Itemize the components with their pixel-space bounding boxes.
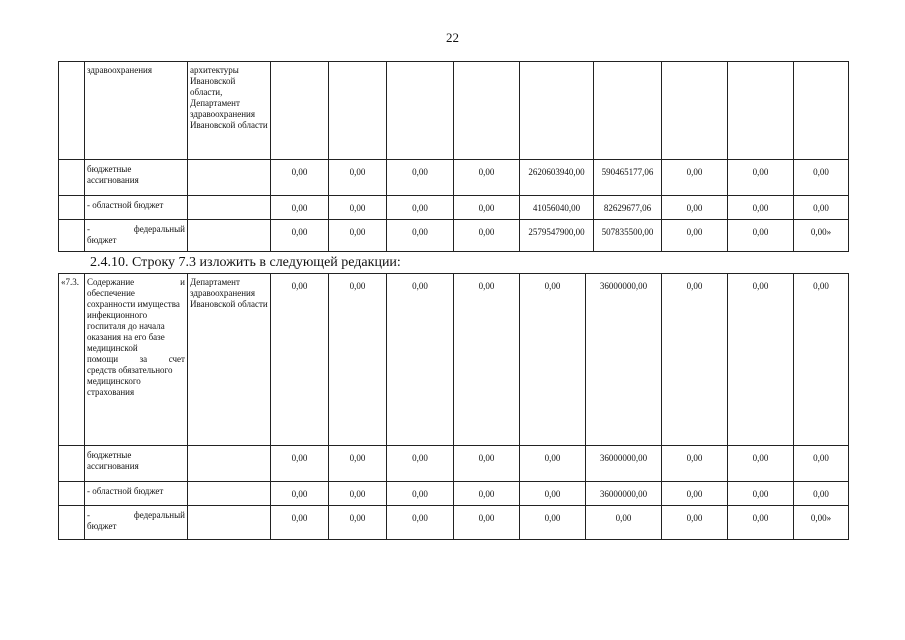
value-cell: 36000000,00 — [586, 482, 662, 506]
row-label: бюджетные ассигнования — [85, 160, 188, 196]
value-cell: 0,00 — [387, 506, 454, 540]
value-cell: 0,00 — [794, 482, 849, 506]
value-cell: 2620603940,00 — [520, 160, 594, 196]
row-label: - областной бюджет — [85, 482, 188, 506]
value-cell: 0,00 — [454, 446, 520, 482]
table-row — [59, 446, 849, 482]
value-cell: 0,00 — [728, 196, 794, 220]
value-cell: 0,00 — [454, 160, 520, 196]
value-cell: 0,00 — [329, 274, 387, 446]
row-label: - федеральный бюджет — [85, 220, 188, 252]
value-cell: 0,00 — [454, 506, 520, 540]
page-number: 22 — [446, 30, 459, 45]
value-cell: 0,00 — [387, 482, 454, 506]
budget-table-continuation — [58, 61, 849, 252]
value-cell: 0,00 — [454, 220, 520, 252]
value-cell: 36000000,00 — [586, 446, 662, 482]
value-cell: 0,00 — [271, 446, 329, 482]
value-cell: 507835500,00 — [594, 220, 662, 252]
table-row — [59, 220, 849, 252]
value-cell: 0,00 — [662, 506, 728, 540]
table-row — [59, 62, 849, 160]
value-cell: 0,00 — [271, 482, 329, 506]
value-cell: 0,00 — [271, 274, 329, 446]
value-cell: 0,00 — [662, 446, 728, 482]
table-row — [59, 506, 849, 540]
value-cell: 0,00 — [520, 446, 586, 482]
value-cell: 0,00 — [662, 160, 728, 196]
budget-table-row-7-3 — [58, 273, 849, 540]
value-cell: 0,00 — [271, 220, 329, 252]
value-cell: 36000000,00 — [586, 274, 662, 446]
value-cell: 0,00 — [329, 220, 387, 252]
value-cell: 0,00 — [520, 274, 586, 446]
value-cell: 0,00 — [662, 220, 728, 252]
value-cell: 0,00 — [728, 274, 794, 446]
value-cell: 2579547900,00 — [520, 220, 594, 252]
value-cell: 0,00 — [387, 220, 454, 252]
value-cell: 0,00 — [387, 446, 454, 482]
value-cell: 82629677,06 — [594, 196, 662, 220]
value-cell: 0,00 — [271, 160, 329, 196]
value-cell: 0,00 — [662, 274, 728, 446]
value-cell: 0,00 — [794, 196, 849, 220]
row-number-cell: «7.3. — [59, 274, 85, 446]
name-cell: здравоохранения — [85, 62, 188, 160]
value-cell: 590465177,06 — [594, 160, 662, 196]
value-cell: 0,00 — [728, 482, 794, 506]
value-cell: 0,00 — [728, 160, 794, 196]
value-cell: 0,00 — [794, 446, 849, 482]
value-cell: 0,00 — [794, 160, 849, 196]
value-cell: 0,00 — [329, 196, 387, 220]
value-cell: 0,00 — [387, 274, 454, 446]
value-cell: 41056040,00 — [520, 196, 594, 220]
value-cell: 0,00» — [794, 506, 849, 540]
value-cell: 0,00 — [271, 506, 329, 540]
row-number-cell — [59, 62, 85, 160]
value-cell: 0,00 — [454, 274, 520, 446]
table-row — [59, 160, 849, 196]
row-label: - областной бюджет — [85, 196, 188, 220]
value-cell: 0,00 — [329, 482, 387, 506]
table-row — [59, 482, 849, 506]
value-cell: 0,00 — [329, 506, 387, 540]
value-cell: 0,00 — [329, 160, 387, 196]
executor-cell: Департамент здравоохранения Ивановской области — [188, 274, 271, 446]
table-row — [59, 196, 849, 220]
value-cell: 0,00 — [728, 446, 794, 482]
value-cell: 0,00 — [728, 220, 794, 252]
value-cell: 0,00» — [794, 220, 849, 252]
value-cell: 0,00 — [454, 482, 520, 506]
name-cell: Содержание и обеспечение сохранности имущества инфекционного госпиталя до начала оказания на его базе медицинской помощи за счет средств обязательного медицинского страхования — [85, 274, 188, 446]
executor-cell: архитектуры Ивановской области, Департамент здравоохранения Ивановской области — [188, 62, 271, 160]
value-cell: 0,00 — [454, 196, 520, 220]
value-cell: 0,00 — [728, 506, 794, 540]
row-label: - федеральный бюджет — [85, 506, 188, 540]
value-cell: 0,00 — [662, 482, 728, 506]
value-cell: 0,00 — [794, 274, 849, 446]
value-cell: 0,00 — [387, 196, 454, 220]
row-label: бюджетные ассигнования — [85, 446, 188, 482]
value-cell: 0,00 — [520, 506, 586, 540]
value-cell: 0,00 — [586, 506, 662, 540]
table-row — [59, 274, 849, 446]
value-cell: 0,00 — [520, 482, 586, 506]
value-cell: 0,00 — [662, 196, 728, 220]
value-cell: 0,00 — [387, 160, 454, 196]
value-cell: 0,00 — [329, 446, 387, 482]
value-cell: 0,00 — [271, 196, 329, 220]
section-heading: 2.4.10. Строку 7.3 изложить в следующей редакции: — [90, 255, 401, 270]
